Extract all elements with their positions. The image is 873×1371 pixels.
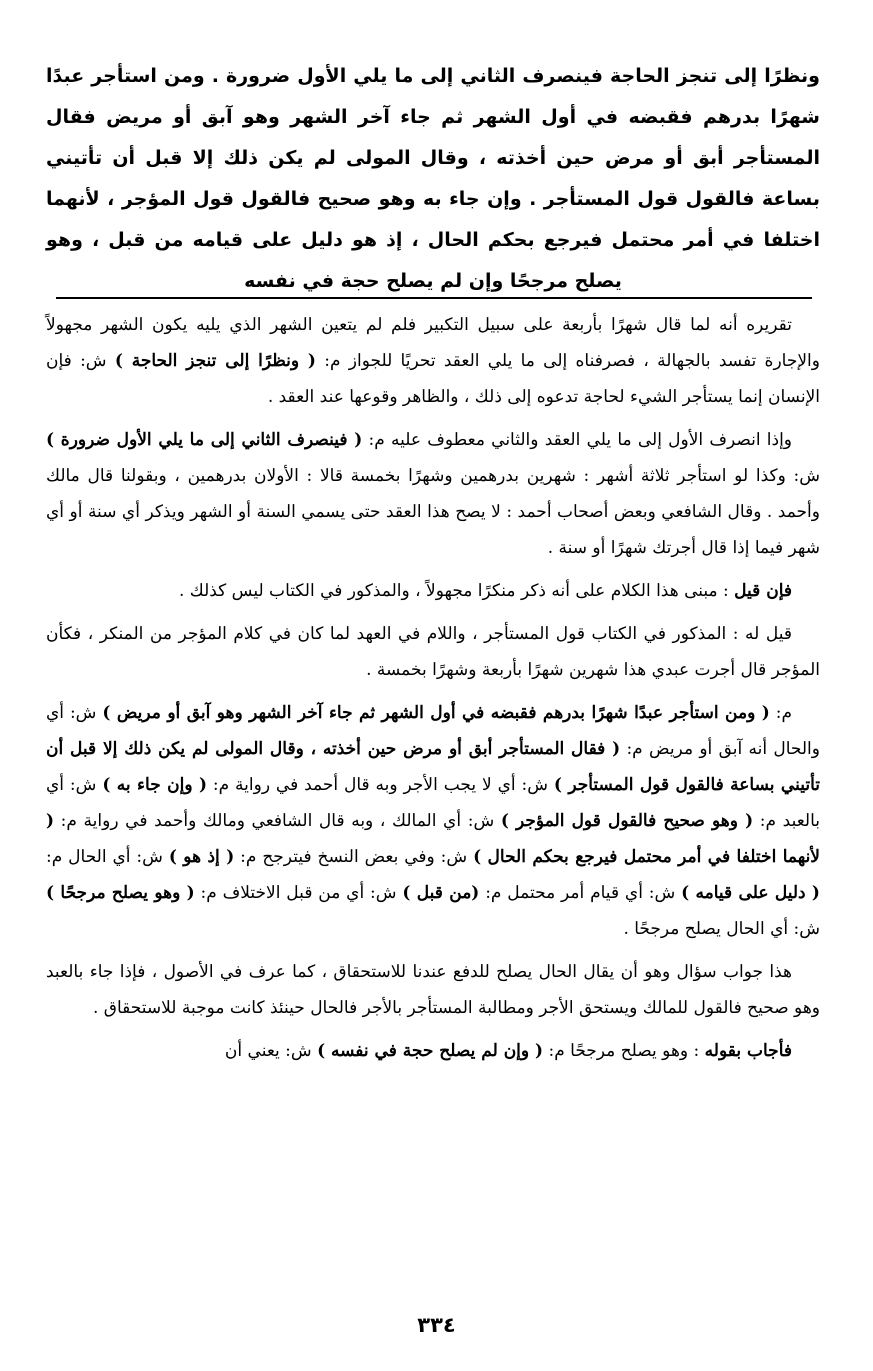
commentary-paragraph-6 <box>46 954 820 1026</box>
text-segment: ش: أي من قبل الاختلاف م: <box>194 883 403 903</box>
quoted-matn: ( فقال المستأجر أبق أو مرض حين أخذته ، وقال المولى لم يكن ذلك إلا قبل أن تأتيني بساعة فالقول قول المستأجر ) <box>46 739 820 795</box>
text-segment: ش: وكذا لو استأجر ثلاثة أشهر : شهرين بدرهمين وشهرًا بخمسة قالا : الأولان بدرهمين ، وبقولنا قال مالك وأحمد . وقال الشافعي وبعض أصحاب أحمد : لا يصح هذا العقد حتى يسمي السنة أو الشهر ويذكر أي سنة أو أي شهر فيما إذا قال أجرتك شهرًا أو سنة . <box>46 466 820 558</box>
quoted-matn: ( ومن استأجر عبدًا شهرًا بدرهم فقبضه في أول الشهر ثم جاء آخر الشهر وهو آبق أو مريض ) <box>102 703 770 723</box>
text-segment: ش: أي المالك ، وبه قال الشافعي ومالك وأحمد في رواية م: <box>54 811 501 831</box>
commentary-paragraph-1 <box>46 307 820 415</box>
quoted-matn: ( وإن لم يصلح حجة في نفسه ) <box>317 1041 544 1061</box>
text-segment: وإذا انصرف الأول إلى ما يلي العقد والثاني معطوف عليه م: <box>362 430 793 450</box>
text-segment: ش: وفي بعض النسخ فيترجح م: <box>234 847 474 867</box>
text-segment: ش: أي لا يجب الأجر وبه قال أحمد في رواية م: <box>207 775 554 795</box>
text-segment: هذا جواب سؤال وهو أن يقال الحال يصلح للدفع عندنا للاستحقاق ، كما عرف في الأصول ، فإذا جاء بالعبد وهو صحيح فالقول للمالك ويستحق الأجر ومطالبة المستأجر بالأجر فالحال حينئذ كانت موجبة للاستحقاق . <box>46 962 820 1018</box>
text-segment: ش: أي قيام أمر محتمل م: <box>479 883 682 903</box>
text-segment: ش: أي الحال يصلح مرجحًا . <box>623 919 820 939</box>
commentary-block <box>46 307 820 1076</box>
text-segment: ش: أي والحال أنه آبق أو مريض م: <box>46 703 820 759</box>
matn-paragraph: ونظرًا إلى تنجز الحاجة فينصرف الثاني إلى ما يلي الأول ضرورة . ومن استأجر عبدًا شهرًا بدرهم فقبضه في أول الشهر ثم جاء آخر الشهر وهو آبق أو مريض فقال المستأجر أبق أو مرض حين أخذته ، وقال المولى لم يكن ذلك إلا قبل أن تأتيني بساعة فالقول قول المستأجر . وإن جاء به وهو صحيح فالقول قول المؤجر ، لأنهما اختلفا في أمر محتمل فيرجع بحكم الحال ، إذ هو دليل على قيامه من قبل ، وهو يصلح مرجحًا وإن لم يصلح حجة في نفسه <box>46 65 820 292</box>
quoted-matn: ( وإن جاء به ) <box>102 775 207 795</box>
text-segment: ش: أي الحال م: <box>46 847 169 867</box>
text-segment: ش: فإن الإنسان إنما يستأجر الشيء لحاجة تدعوه إلى ذلك ، والظاهر وقوعها عند العقد . <box>46 351 820 407</box>
quoted-matn: ( لأنهما اختلفا في أمر محتمل فيرجع بحكم الحال ) <box>46 811 820 867</box>
text-segment: تقريره أنه لما قال شهرًا بأربعة على سبيل التكبير فلم لم يتعين الشهر الذي يليه يكون الشهر مجهولاً والإجارة تفسد بالجهالة ، فصرفناه إلى ما يلي العقد تحريًا للجواز م: <box>46 315 820 371</box>
text-segment: : وهو يصلح مرجحًا م: <box>543 1041 705 1061</box>
text-segment: ش: يعني أن <box>224 1041 318 1061</box>
separator-line <box>56 297 812 299</box>
quoted-matn: ( وهو يصلح مرجحًا ) <box>46 883 195 903</box>
text-segment: ش: أي بالعبد م: <box>46 775 821 831</box>
matn-text-block <box>46 56 820 302</box>
commentary-paragraph-3 <box>46 573 820 609</box>
commentary-paragraph-5 <box>46 695 820 947</box>
text-segment: قيل له : المذكور في الكتاب قول المستأجر ، واللام في العهد لما كان في كلام المؤجر من المنكر ، فكأن المؤجر قال أجرت عبدي هذا شهرين شهرًا بأربعة وشهرًا بخمسة . <box>46 624 820 680</box>
objection-label: فإن قيل <box>734 581 792 601</box>
page-number: ٣٣٤ <box>417 1313 456 1337</box>
commentary-paragraph-4 <box>46 616 820 688</box>
text-segment: : مبنى هذا الكلام على أنه ذكر منكرًا مجهولاً ، والمذكور في الكتاب ليس كذلك . <box>178 581 735 601</box>
text-segment: م: <box>769 703 792 723</box>
commentary-paragraph-7 <box>46 1033 820 1069</box>
commentary-paragraph-2 <box>46 422 820 566</box>
answer-label: فأجاب بقوله <box>704 1041 792 1061</box>
quoted-matn: ( ونظرًا إلى تنجز الحاجة ) <box>114 351 316 371</box>
quoted-matn: ( فينصرف الثاني إلى ما يلي الأول ضرورة ) <box>46 430 363 450</box>
quoted-matn: ( إذ هو ) <box>168 847 235 867</box>
quoted-matn: (من قبل ) <box>402 883 480 903</box>
quoted-matn: ( دليل على قيامه ) <box>681 883 820 903</box>
quoted-matn: ( وهو صحيح فالقول قول المؤجر ) <box>500 811 754 831</box>
